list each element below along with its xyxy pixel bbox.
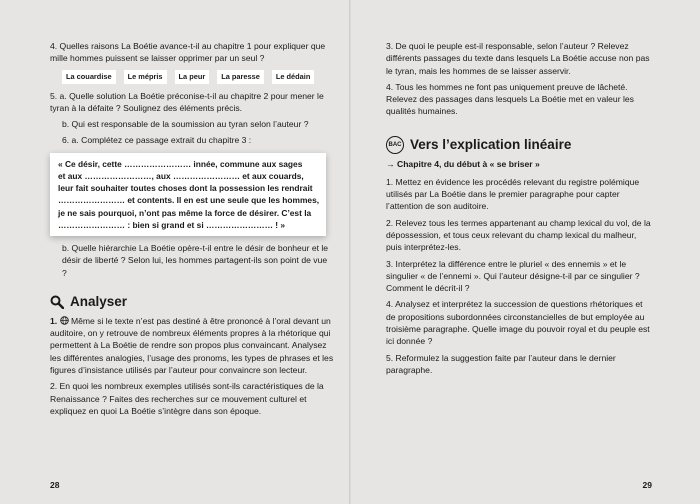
page-number: 29 xyxy=(642,480,652,490)
bac-icon: BAC xyxy=(386,136,404,154)
explication-1: 1. Mettez en évidence les procédés relevant du registre polémique utilisés par La Boétie dans le premier paragraphe pour capter l’attention de son auditoire. xyxy=(386,176,640,212)
word-chip: La peur xyxy=(175,70,210,84)
explication-4: 4. Analysez et interprétez la succession de questions rhétoriques et de propositions subordonnées circonstancielles de but employée au troisième paragraphe. Quelle image du pouvoir royal et du peuple est ici donnée ? xyxy=(386,299,650,347)
section-subtitle: → Chapitre 4, du début à « se briser » xyxy=(386,158,540,169)
globe-icon xyxy=(60,316,69,325)
quote-line: …………………… : bien si grand et si …………………… ! » xyxy=(58,219,286,230)
word-choices xyxy=(62,70,334,84)
right-page xyxy=(350,0,700,504)
question-6a: 6. a. Complétez ce passage extrait du chapitre 3 : xyxy=(62,135,252,146)
analyse-1-text: Même si le texte n’est pas destiné à être prononcé à l’oral devant un auditoire, on y retrouve de nombreux éléments propres à la rhétorique qui permettent à La Boétie de rendre son propos plus convaincant. Analysez les différentes analogies, l’usage des pronoms, les types de phrases et les figures d’insistance utilisés par l’auteur pour convaincre son lecteur. xyxy=(50,315,334,376)
analyser-heading xyxy=(50,293,334,311)
question-r3: 3. De quoi le peuple est-il responsable, selon l’auteur ? Relevez différents passages du texte dans lesquels La Boétie accuse non pas le tyran, mais les hommes de se laisser asservir. xyxy=(386,41,650,76)
word-chip: Le mépris xyxy=(124,70,167,84)
word-chip: La paresse xyxy=(217,70,264,84)
page-number: 28 xyxy=(50,480,60,490)
quote-line: et aux ……………………, aux …………………… et aux couards, xyxy=(58,170,304,181)
analyser-title: Analyser xyxy=(70,293,128,309)
question-6b: b. Quelle hiérarchie La Boétie opère-t-il entre le désir de bonheur et le désir de liberté ? Selon lui, les hommes partagent-ils son point de vue ? xyxy=(62,243,329,278)
quote-line: « Ce désir, cette …………………… innée, commune aux sages xyxy=(58,158,303,169)
analyse-1 xyxy=(50,315,334,376)
question-r4: 4. Tous les hommes ne font pas uniquement preuve de lâcheté. Relevez des passages dans lesquels La Boétie met en valeur les qualités humaines. xyxy=(386,81,634,117)
question-4: 4. Quelles raisons La Boétie avance-t-il au chapitre 1 pour expliquer que mille hommes puissent se laisser opprimer par un seul ? xyxy=(50,41,326,64)
analyse-2: 2. En quoi les nombreux exemples utilisés sont-ils caractéristiques de la Renaissance ? Faites des recherches sur ce mouvement culturel et expliquez en quoi La Boétie s’intègre dans son époque. xyxy=(50,381,324,416)
quote-line: …………………… et contents. Il en est une seule que les hommes, xyxy=(58,195,320,206)
quote-box xyxy=(50,153,326,236)
explication-2: 2. Relevez tous les termes appartenant au champ lexical du vol, de la dépossession, et tous ceux relevant du champ lexical du malheur, puis interprétez-les. xyxy=(386,217,651,253)
section-title: Vers l’explication linéaire xyxy=(410,136,572,152)
explication-3: 3. Interprétez la différence entre le pluriel « des ennemis » et le singulier « de l’ennemi ». Qui l’auteur désigne-t-il par ce singulier ? Comment le décrit-il ? xyxy=(386,258,640,294)
quote-line: leur fait souhaiter toutes choses dont la possession les rendrait xyxy=(58,183,313,194)
magnifier-icon xyxy=(50,295,64,309)
explication-5: 5. Reformulez la suggestion faite par l’auteur dans le dernier paragraphe. xyxy=(386,352,616,375)
question-5a: 5. a. Quelle solution La Boétie préconise-t-il au chapitre 2 pour mener le tyran à la défaite ? Soulignez des éléments précis. xyxy=(50,90,324,113)
word-chip: Le dédain xyxy=(272,70,315,84)
analyse-1-number: 1. xyxy=(50,315,58,326)
word-chip: La couardise xyxy=(62,70,116,84)
question-5b: b. Qui est responsable de la soumission au tyran selon l’auteur ? xyxy=(62,119,309,130)
quote-line: je ne sais pourquoi, n’ont pas même la force de désirer. C’est la xyxy=(58,207,312,218)
bac-heading xyxy=(386,136,652,154)
